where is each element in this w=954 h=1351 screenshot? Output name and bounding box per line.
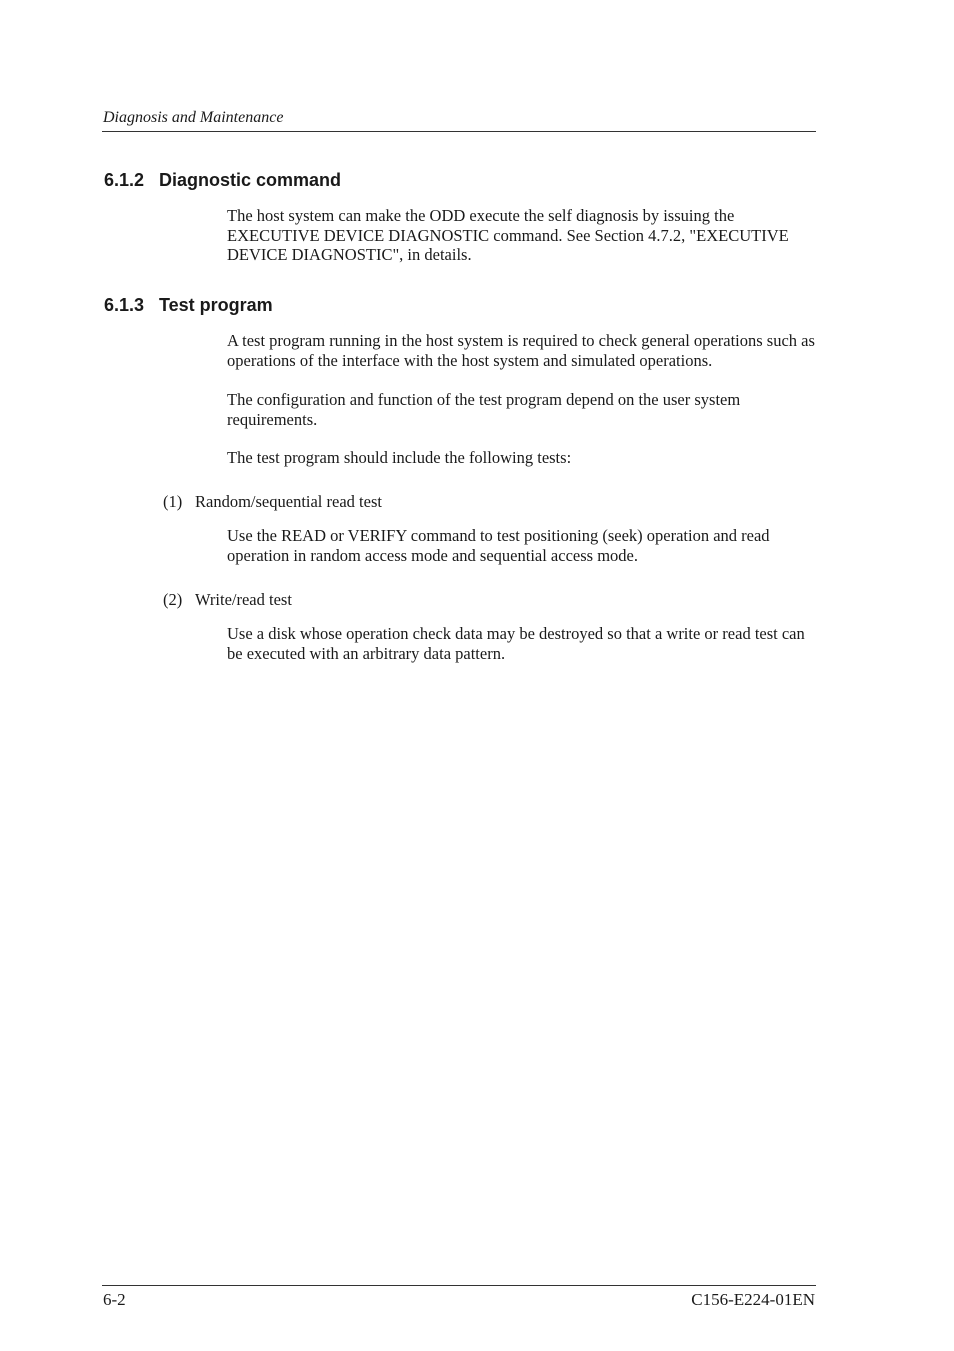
list-marker: (2) bbox=[163, 590, 183, 609]
list-item-1 bbox=[163, 492, 382, 512]
running-header: Diagnosis and Maintenance bbox=[103, 109, 284, 126]
list-item-title: Random/sequential read test bbox=[195, 492, 382, 511]
page-number: 6-2 bbox=[103, 1290, 126, 1309]
section-title: Diagnostic command bbox=[159, 170, 342, 190]
document-code: C156-E224-01EN bbox=[691, 1290, 815, 1309]
paragraph: The configuration and function of the test program depend on the user system requirements. bbox=[227, 390, 741, 429]
list-item-description: Use a disk whose operation check data may be destroyed so that a write or read test can be executed with an arbitrary data pattern. bbox=[227, 624, 805, 663]
paragraph: A test program running in the host system is required to check general operations such as operations of the interface with the host system and simulated operations. bbox=[227, 331, 815, 370]
section-heading-6-1-2 bbox=[104, 169, 341, 191]
paragraph: The test program should include the following tests: bbox=[227, 448, 572, 467]
list-item-description: Use the READ or VERIFY command to test positioning (seek) operation and read operation in random access mode and sequential access mode. bbox=[227, 526, 770, 565]
header-rule bbox=[102, 131, 816, 132]
list-marker: (1) bbox=[163, 492, 183, 511]
section-title: Test program bbox=[159, 295, 273, 315]
list-item-title: Write/read test bbox=[195, 590, 292, 609]
paragraph: The host system can make the ODD execute the self diagnosis by issuing the EXECUTIVE DEVICE DIAGNOSTIC command. See Section 4.7.2, "EXECUTIVE DEVICE DIAGNOSTIC", in details. bbox=[227, 206, 789, 264]
footer-rule bbox=[102, 1285, 816, 1286]
list-item-2 bbox=[163, 590, 292, 610]
section-heading-6-1-3 bbox=[104, 294, 273, 316]
section-number: 6.1.3 bbox=[104, 295, 145, 315]
section-number: 6.1.2 bbox=[104, 170, 145, 190]
